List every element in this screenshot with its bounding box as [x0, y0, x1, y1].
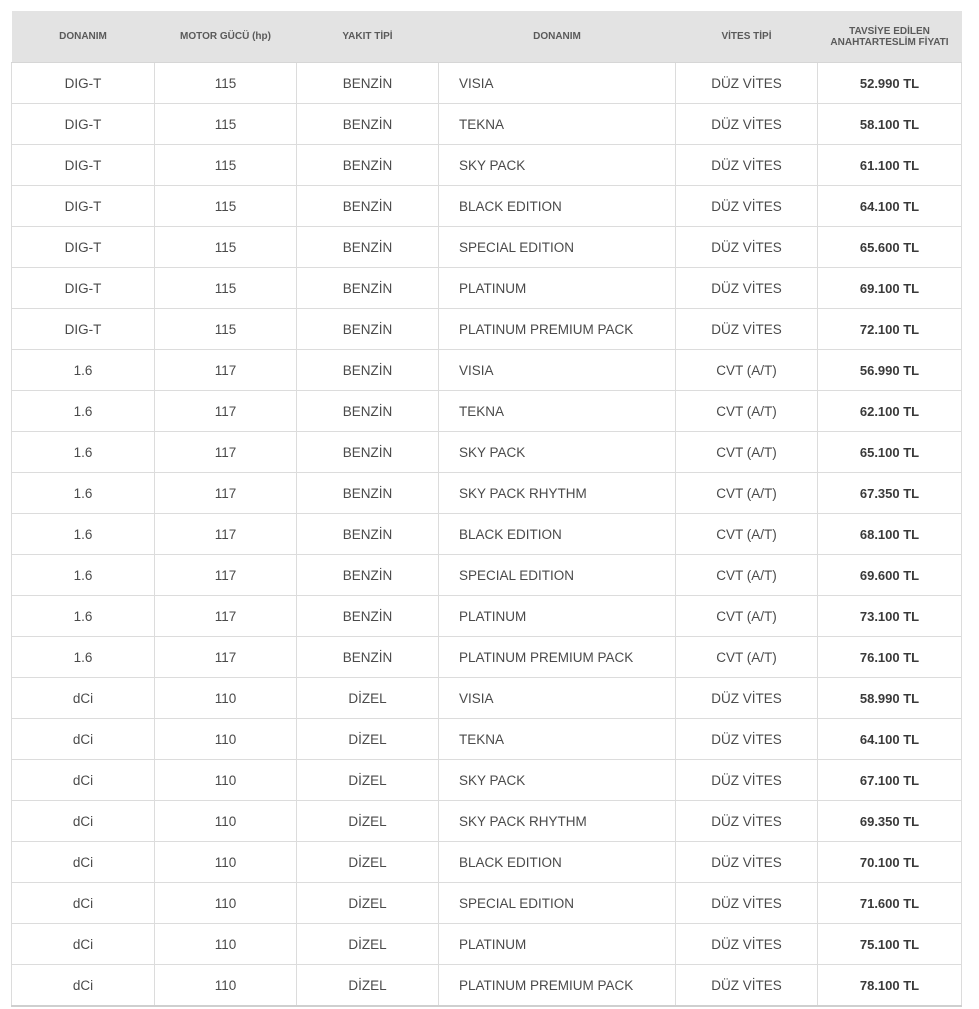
cell-price: 68.100 TL — [818, 514, 962, 555]
cell-trim: PLATINUM — [439, 596, 676, 637]
cell-trim: TEKNA — [439, 391, 676, 432]
table-row — [12, 965, 962, 1007]
table-body — [12, 63, 962, 1007]
cell-trim: VISIA — [439, 678, 676, 719]
cell-engine: 1.6 — [12, 596, 155, 637]
cell-gear-type: CVT (A/T) — [676, 637, 818, 678]
cell-gear-type: CVT (A/T) — [676, 432, 818, 473]
cell-gear-type: CVT (A/T) — [676, 473, 818, 514]
cell-motor-power: 117 — [155, 350, 297, 391]
header-engine: DONANIM — [12, 11, 155, 63]
cell-fuel-type: BENZİN — [297, 63, 439, 104]
table-row — [12, 268, 962, 309]
cell-gear-type: DÜZ VİTES — [676, 842, 818, 883]
cell-motor-power: 110 — [155, 924, 297, 965]
cell-price: 67.350 TL — [818, 473, 962, 514]
cell-engine: dCi — [12, 678, 155, 719]
cell-trim: PLATINUM — [439, 268, 676, 309]
cell-engine: dCi — [12, 760, 155, 801]
cell-gear-type: DÜZ VİTES — [676, 268, 818, 309]
table-row — [12, 555, 962, 596]
cell-gear-type: CVT (A/T) — [676, 514, 818, 555]
table-row — [12, 350, 962, 391]
cell-price: 73.100 TL — [818, 596, 962, 637]
cell-engine: DIG-T — [12, 309, 155, 350]
cell-fuel-type: BENZİN — [297, 514, 439, 555]
cell-fuel-type: DİZEL — [297, 760, 439, 801]
cell-fuel-type: BENZİN — [297, 350, 439, 391]
cell-motor-power: 110 — [155, 842, 297, 883]
cell-price: 69.600 TL — [818, 555, 962, 596]
cell-trim: BLACK EDITION — [439, 514, 676, 555]
cell-engine: 1.6 — [12, 432, 155, 473]
header-trim: DONANIM — [439, 11, 676, 63]
cell-gear-type: DÜZ VİTES — [676, 145, 818, 186]
cell-fuel-type: DİZEL — [297, 965, 439, 1007]
cell-gear-type: DÜZ VİTES — [676, 227, 818, 268]
cell-fuel-type: DİZEL — [297, 924, 439, 965]
cell-engine: DIG-T — [12, 145, 155, 186]
cell-trim: SKY PACK — [439, 432, 676, 473]
cell-engine: DIG-T — [12, 63, 155, 104]
cell-motor-power: 117 — [155, 555, 297, 596]
cell-gear-type: DÜZ VİTES — [676, 719, 818, 760]
header-gear-type: VİTES TİPİ — [676, 11, 818, 63]
cell-trim: PLATINUM PREMIUM PACK — [439, 965, 676, 1007]
cell-price: 78.100 TL — [818, 965, 962, 1007]
cell-engine: dCi — [12, 965, 155, 1007]
cell-motor-power: 115 — [155, 145, 297, 186]
cell-gear-type: DÜZ VİTES — [676, 104, 818, 145]
table-row — [12, 104, 962, 145]
cell-motor-power: 110 — [155, 801, 297, 842]
cell-fuel-type: BENZİN — [297, 227, 439, 268]
cell-motor-power: 110 — [155, 760, 297, 801]
cell-gear-type: DÜZ VİTES — [676, 186, 818, 227]
cell-engine: dCi — [12, 924, 155, 965]
cell-engine: dCi — [12, 801, 155, 842]
cell-trim: BLACK EDITION — [439, 842, 676, 883]
cell-fuel-type: BENZİN — [297, 555, 439, 596]
cell-trim: PLATINUM — [439, 924, 676, 965]
cell-fuel-type: DİZEL — [297, 883, 439, 924]
cell-price: 76.100 TL — [818, 637, 962, 678]
table-row — [12, 596, 962, 637]
cell-gear-type: DÜZ VİTES — [676, 760, 818, 801]
cell-fuel-type: BENZİN — [297, 391, 439, 432]
cell-fuel-type: BENZİN — [297, 473, 439, 514]
cell-engine: DIG-T — [12, 104, 155, 145]
table-row — [12, 473, 962, 514]
cell-price: 65.600 TL — [818, 227, 962, 268]
cell-trim: SKY PACK — [439, 760, 676, 801]
cell-fuel-type: BENZİN — [297, 104, 439, 145]
cell-trim: SPECIAL EDITION — [439, 227, 676, 268]
cell-trim: VISIA — [439, 350, 676, 391]
cell-engine: 1.6 — [12, 514, 155, 555]
cell-fuel-type: BENZİN — [297, 186, 439, 227]
header-fuel-type: YAKIT TİPİ — [297, 11, 439, 63]
cell-engine: 1.6 — [12, 473, 155, 514]
cell-motor-power: 110 — [155, 883, 297, 924]
cell-motor-power: 115 — [155, 309, 297, 350]
table-row — [12, 719, 962, 760]
cell-engine: dCi — [12, 719, 155, 760]
table-row — [12, 186, 962, 227]
cell-motor-power: 117 — [155, 596, 297, 637]
cell-price: 58.990 TL — [818, 678, 962, 719]
cell-fuel-type: BENZİN — [297, 268, 439, 309]
cell-motor-power: 110 — [155, 965, 297, 1007]
cell-engine: DIG-T — [12, 268, 155, 309]
cell-trim: TEKNA — [439, 719, 676, 760]
cell-price: 61.100 TL — [818, 145, 962, 186]
cell-price: 69.100 TL — [818, 268, 962, 309]
table-row — [12, 924, 962, 965]
table-row — [12, 801, 962, 842]
cell-motor-power: 117 — [155, 514, 297, 555]
cell-trim: SPECIAL EDITION — [439, 555, 676, 596]
cell-gear-type: DÜZ VİTES — [676, 883, 818, 924]
cell-fuel-type: DİZEL — [297, 842, 439, 883]
cell-gear-type: CVT (A/T) — [676, 555, 818, 596]
cell-engine: 1.6 — [12, 391, 155, 432]
cell-price: 69.350 TL — [818, 801, 962, 842]
table-row — [12, 227, 962, 268]
cell-gear-type: CVT (A/T) — [676, 391, 818, 432]
table-row — [12, 760, 962, 801]
cell-price: 75.100 TL — [818, 924, 962, 965]
cell-fuel-type: DİZEL — [297, 719, 439, 760]
table-row — [12, 678, 962, 719]
header-price-line2: ANAHTARTESLİM FİYATI — [830, 36, 949, 48]
header-price — [818, 11, 962, 63]
cell-trim: SKY PACK RHYTHM — [439, 473, 676, 514]
cell-motor-power: 117 — [155, 473, 297, 514]
cell-price: 65.100 TL — [818, 432, 962, 473]
cell-price: 70.100 TL — [818, 842, 962, 883]
cell-trim: BLACK EDITION — [439, 186, 676, 227]
table-row — [12, 432, 962, 473]
cell-engine: 1.6 — [12, 637, 155, 678]
cell-trim: VISIA — [439, 63, 676, 104]
cell-trim: PLATINUM PREMIUM PACK — [439, 637, 676, 678]
header-price-line1: TAVSİYE EDİLEN — [849, 25, 930, 37]
cell-price: 71.600 TL — [818, 883, 962, 924]
cell-motor-power: 110 — [155, 678, 297, 719]
cell-motor-power: 117 — [155, 432, 297, 473]
price-table-container — [11, 11, 961, 1007]
cell-price: 56.990 TL — [818, 350, 962, 391]
cell-fuel-type: BENZİN — [297, 596, 439, 637]
cell-price: 72.100 TL — [818, 309, 962, 350]
table-row — [12, 63, 962, 104]
cell-fuel-type: BENZİN — [297, 145, 439, 186]
cell-price: 67.100 TL — [818, 760, 962, 801]
header-motor-power: MOTOR GÜCÜ (hp) — [155, 11, 297, 63]
cell-gear-type: DÜZ VİTES — [676, 965, 818, 1007]
table-row — [12, 883, 962, 924]
cell-fuel-type: BENZİN — [297, 432, 439, 473]
cell-trim: PLATINUM PREMIUM PACK — [439, 309, 676, 350]
table-row — [12, 637, 962, 678]
cell-gear-type: DÜZ VİTES — [676, 924, 818, 965]
cell-motor-power: 115 — [155, 268, 297, 309]
cell-engine: DIG-T — [12, 227, 155, 268]
cell-motor-power: 110 — [155, 719, 297, 760]
cell-trim: TEKNA — [439, 104, 676, 145]
cell-engine: 1.6 — [12, 350, 155, 391]
cell-fuel-type: DİZEL — [297, 678, 439, 719]
cell-fuel-type: BENZİN — [297, 637, 439, 678]
cell-engine: dCi — [12, 842, 155, 883]
cell-price: 62.100 TL — [818, 391, 962, 432]
cell-trim: SKY PACK — [439, 145, 676, 186]
cell-gear-type: DÜZ VİTES — [676, 801, 818, 842]
cell-price: 64.100 TL — [818, 719, 962, 760]
cell-fuel-type: BENZİN — [297, 309, 439, 350]
header-row — [12, 11, 962, 63]
cell-motor-power: 117 — [155, 637, 297, 678]
cell-gear-type: DÜZ VİTES — [676, 309, 818, 350]
cell-engine: dCi — [12, 883, 155, 924]
cell-fuel-type: DİZEL — [297, 801, 439, 842]
cell-price: 58.100 TL — [818, 104, 962, 145]
cell-engine: 1.6 — [12, 555, 155, 596]
price-table — [11, 11, 962, 1007]
cell-trim: SPECIAL EDITION — [439, 883, 676, 924]
cell-engine: DIG-T — [12, 186, 155, 227]
table-row — [12, 842, 962, 883]
table-row — [12, 514, 962, 555]
table-row — [12, 391, 962, 432]
cell-price: 52.990 TL — [818, 63, 962, 104]
cell-motor-power: 115 — [155, 63, 297, 104]
table-header — [12, 11, 962, 63]
cell-price: 64.100 TL — [818, 186, 962, 227]
cell-gear-type: DÜZ VİTES — [676, 63, 818, 104]
cell-motor-power: 115 — [155, 227, 297, 268]
cell-motor-power: 117 — [155, 391, 297, 432]
cell-motor-power: 115 — [155, 186, 297, 227]
cell-gear-type: CVT (A/T) — [676, 350, 818, 391]
table-row — [12, 309, 962, 350]
cell-motor-power: 115 — [155, 104, 297, 145]
table-row — [12, 145, 962, 186]
cell-gear-type: DÜZ VİTES — [676, 678, 818, 719]
cell-trim: SKY PACK RHYTHM — [439, 801, 676, 842]
cell-gear-type: CVT (A/T) — [676, 596, 818, 637]
